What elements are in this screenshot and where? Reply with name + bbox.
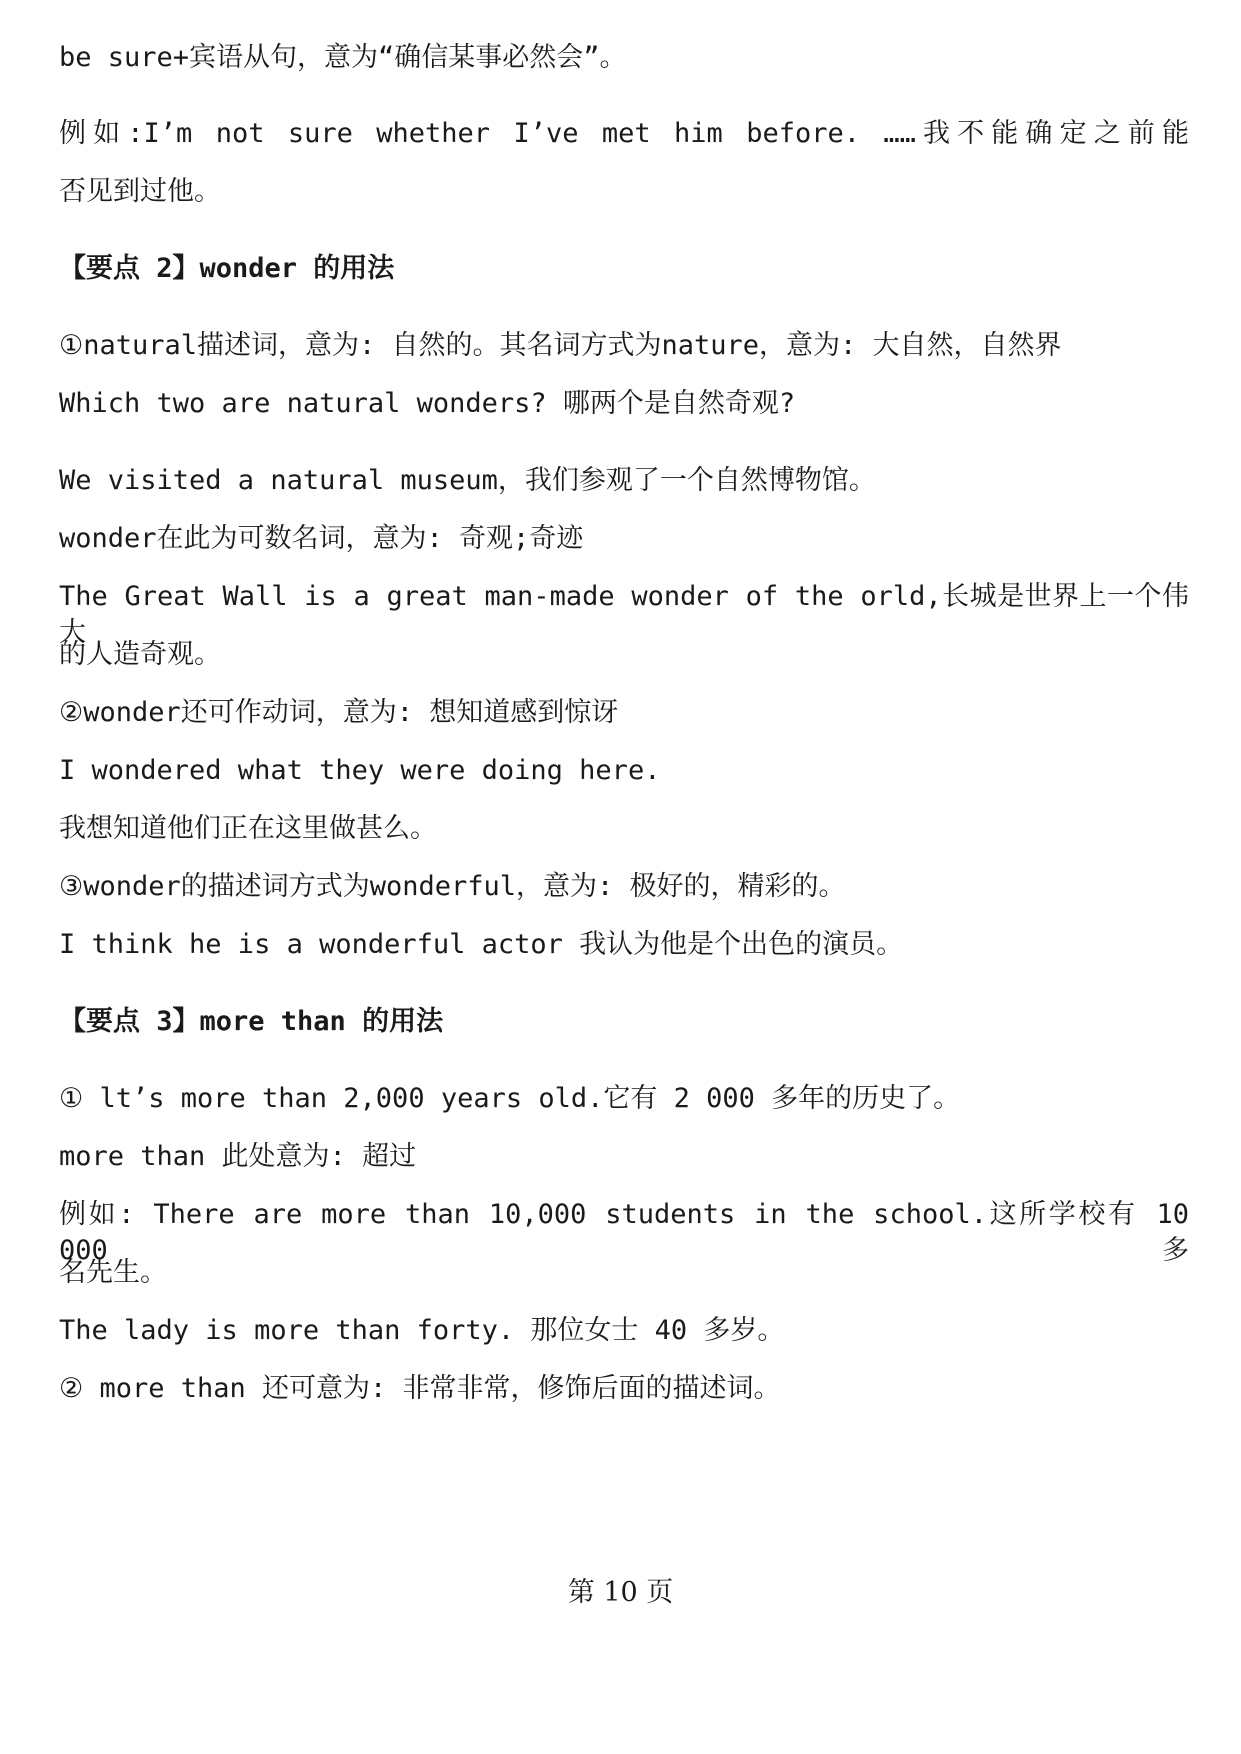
wonderful-definition: ③wonder的描述词方式为wonderful，意为: 极好的，精彩的。 <box>59 871 846 902</box>
wonder-noun-definition: wonder在此为可数名词，意为: 奇观;奇迹 <box>59 523 584 554</box>
wonder-section-heading: 【要点 2】wonder 的用法 <box>59 253 395 284</box>
lady-forty-example: The lady is more than forty. 那位女士 40 多岁。 <box>59 1315 785 1346</box>
wondered-example: I wondered what they were doing here. <box>59 755 661 786</box>
natural-museum-example: We visited a natural museum，我们参观了一个自然博物馆。 <box>59 465 876 496</box>
wondered-translation: 我想知道他们正在这里做甚么。 <box>59 813 437 844</box>
natural-wonders-example: Which two are natural wonders? 哪两个是自然奇观? <box>59 388 796 419</box>
wonderful-actor-example: I think he is a wonderful actor 我认为他是个出色的演员。 <box>59 929 904 960</box>
students-example-line-1: 例如: There are more than 10,000 students in the school.这所学校有 10 000 多 <box>59 1199 1189 1266</box>
more-than-definition: more than 此处意为: 超过 <box>59 1141 417 1172</box>
more-than-very-definition: ② more than 还可意为: 非常非常，修饰后面的描述词。 <box>59 1373 781 1404</box>
great-wall-example-line-2: 的人造奇观。 <box>59 639 221 670</box>
more-than-years-example: ① lt’s more than 2,000 years old.它有 2 000 多年的历史了。 <box>59 1083 961 1114</box>
be-sure-example-line-1: 例如:I’m not sure whether I’ve met him before. ……我不能确定之前能 <box>59 118 1189 149</box>
be-sure-definition: be sure+宾语从句，意为“确信某事必然会”。 <box>59 42 627 73</box>
be-sure-example-line-2: 否见到过他。 <box>59 176 221 207</box>
more-than-section-heading: 【要点 3】more than 的用法 <box>59 1006 444 1037</box>
natural-definition: ①natural描述词，意为: 自然的。其名词方式为nature，意为: 大自然，自然界 <box>59 330 1062 361</box>
page-number: 第 10 页 <box>567 1577 674 1608</box>
wonder-verb-definition: ②wonder还可作动词，意为: 想知道感到惊讶 <box>59 697 619 728</box>
great-wall-example-line-1: The Great Wall is a great man-made wonder of the orld,长城是世界上一个伟大 <box>59 581 1189 648</box>
students-example-line-2: 名先生。 <box>59 1257 167 1288</box>
